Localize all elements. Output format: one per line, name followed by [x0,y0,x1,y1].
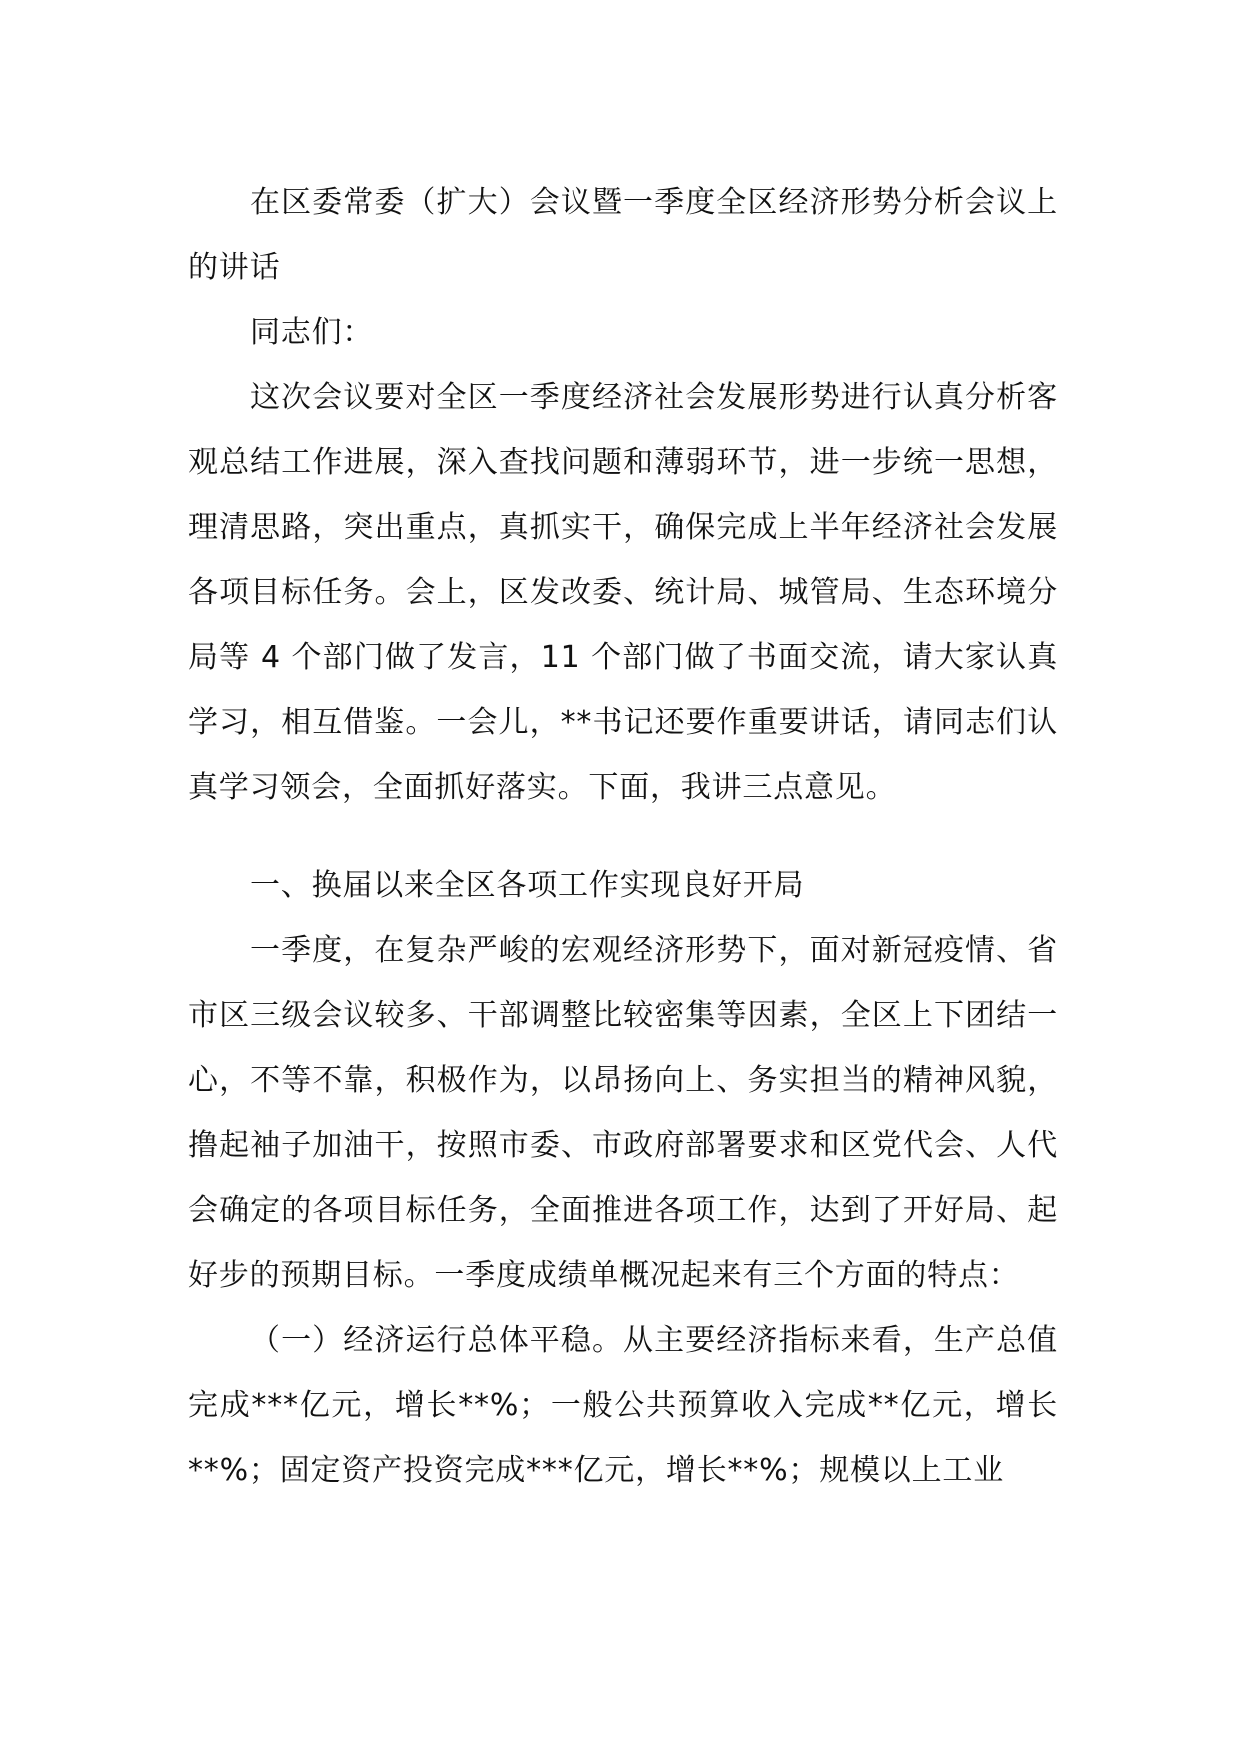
intro-paragraph: 这次会议要对全区一季度经济社会发展形势进行认真分析客观总结工作进展，深入查找问题和薄弱环节，进一步统一思想，理清思路，突出重点，真抓实干，确保完成上半年经济社会发展各项目标任务。会上，区发改委、统计局、城管局、生态环境分局等 4 个部门做了发言，11 个部门做了书面交流，请大家认真学习，相互借鉴。一会儿，**书记还要作重要讲话，请同志们认真学习领会，全面抓好落实。下面，我讲三点意见。 [188,380,1058,805]
paragraph-spacer [188,820,1058,853]
salutation: 同志们： [250,315,374,350]
document-title: 在区委常委（扩大）会议暨一季度全区经济形势分析会议上的讲话 [188,185,1058,285]
document-body [188,170,1058,1503]
subsection-1-paragraph: （一）经济运行总体平稳。从主要经济指标来看，生产总值完成***亿元，增长**%；一般公共预算收入完成**亿元，增长**%；固定资产投资完成***亿元，增长**%；规模以上工业 [188,1323,1058,1488]
section-1-paragraph: 一季度，在复杂严峻的宏观经济形势下，面对新冠疫情、省市区三级会议较多、干部调整比较密集等因素，全区上下团结一心，不等不靠，积极作为，以昂扬向上、务实担当的精神风貌，撸起袖子加油干，按照市委、市政府部署要求和区党代会、人代会确定的各项目标任务，全面推进各项工作，达到了开好局、起好步的预期目标。一季度成绩单概况起来有三个方面的特点： [188,933,1058,1293]
section-1-heading: 一、换届以来全区各项工作实现良好开局 [250,868,805,903]
